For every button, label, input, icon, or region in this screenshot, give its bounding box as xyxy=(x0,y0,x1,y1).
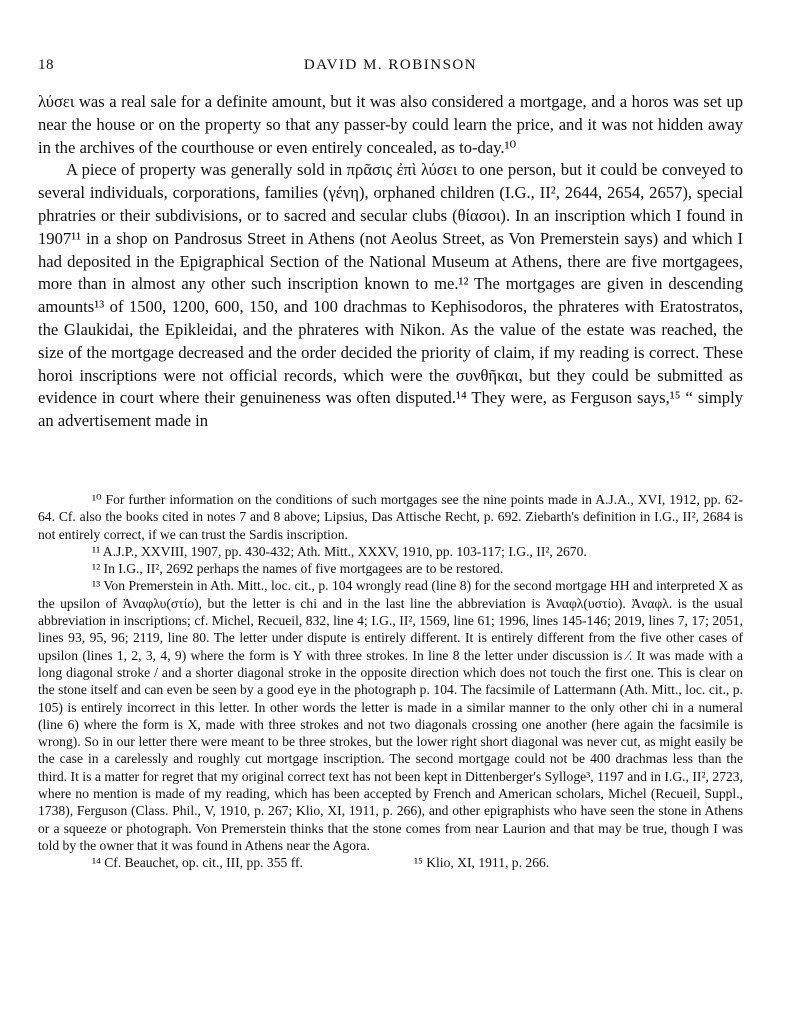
footnote-10: ¹⁰ For further information on the conditions of such mortgages see the nine points made in A.J.A., XVI, 1912, pp. 62-64. Cf. also the books cited in notes 7 and 8 above; Lipsius, Das Attische Recht, p. 692. Ziebarth's definition in I.G., II², 2684 is not entirely correct, if we can trust the Sardis inscription. xyxy=(38,492,743,542)
page-number: 18 xyxy=(38,57,54,73)
footnote-last-line xyxy=(38,854,743,872)
footnote-14: ¹⁴ Cf. Beauchet, op. cit., III, pp. 355 ff. xyxy=(92,855,303,871)
footnotes xyxy=(38,491,743,872)
paragraph-1: λύσει was a real sale for a definite amount, but it was also considered a mortgage, and a horos was set up near the house or on the property so that any passer-by could learn the price, and it was not hidden away in the archives of the courthouse or even entirely concealed, as to-day.¹⁰ xyxy=(38,92,743,157)
main-text xyxy=(38,91,743,433)
paragraph-2: A piece of property was generally sold in πρᾶσις ἐπὶ λύσει to one person, but it could be conveyed to several individuals, corporations, families (γένη), orphaned children (I.G., II², 2644, 2654, 2657), special phratries or their subdivisions, or to sacred and secular clubs (θίασοι). In an inscription which I found in 1907¹¹ in a shop on Pandrosus Street in Athens (not Aeolus Street, as Von Premerstein says) and which I had deposited in the Epigraphical Section of the National Museum at Athens, there are five mortgagees, more than in almost any other such inscription known to me.¹² The mortgages are given in descending amounts¹³ of 1500, 1200, 600, 150, and 100 drachmas to Kephisodoros, the phrateres with Eratostratos, the Glaukidai, the Epikleidai, and the phrateres with Nikon. As the value of the estate was reached, the size of the mortgage decreased and the order decided the priority of claim, if my reading is correct. These horoi inscriptions were not official records, which were the συνθῆκαι, but they could be submitted as evidence in court where their genuineness was often disputed.¹⁴ They were, as Ferguson says,¹⁵ “ simply an advertisement made in xyxy=(38,160,743,431)
page-header xyxy=(38,57,743,79)
footnote-12: ¹² In I.G., II², 2692 perhaps the names of five mortgagees are to be restored. xyxy=(92,561,504,577)
running-title: DAVID M. ROBINSON xyxy=(303,57,478,73)
footnote-15: ¹⁵ Klio, XI, 1911, p. 266. xyxy=(414,855,550,871)
footnote-11: ¹¹ A.J.P., XXVIII, 1907, pp. 430-432; Ath. Mitt., XXXV, 1910, pp. 103-117; I.G., II², 2670. xyxy=(92,543,587,559)
footnote-13: ¹³ Von Premerstein in Ath. Mitt., loc. cit., p. 104 wrongly read (line 8) for the second mortgage HH and interpreted X as the upsilon of Ἀναφλυ(στίο), but the letter is chi and in the last line the abbreviation is Ἀναφλ(υστίο). Ἀναφλ. is the usual abbreviation in inscriptions; cf. Michel, Recueil, 832, line 4; I.G., II², 1569, line 61; 1996, lines 145-146; 2019, lines 7, 17; 2051, lines 93, 95, 96; 2119, line 80. The letter under dispute is entirely different. It is entirely different from the five other cases of upsilon (lines 1, 2, 3, 4, 9) where the form is Y with three strokes. In line 8 the letter under discussion is ⁄. It was made with a long diagonal stroke / and a shorter diagonal stroke in the opposite direction which does not touch the first one. This is clear on the stone itself and can even be seen by a good eye in the photograph p. 104. The facsimile of Lattermann (Ath. Mitt., loc. cit., p. 105) is entirely incorrect in this letter. In other words the letter is made in a similar manner to the only other chi in a numeral (line 6) where the form is X, made with three strokes and not two diagonals crossing one another (here again the facsimile is wrong). So in our letter there were meant to be three strokes, but the lower right short diagonal was never cut, as might easily be the case in a carelessly and roughly cut mortgage inscription. The second mortgage could not be 400 drachmas less than the third. It is a matter for regret that my original correct text has not been kept in Dittenberger's Sylloge³, 1197 and in I.G., II², 2723, where no mention is made of my reading, which has been accepted by French and American scholars, Michel (Recueil, Suppl., 1738), Ferguson (Class. Phil., V, 1910, p. 267; Klio, XI, 1911, p. 266), and other epigraphists who have seen the stone in Athens or a squeeze or photograph. Von Premerstein thinks that the stone comes from near Laurion and that may be true, though I was told by the owner that it was found in Athens near the Agora. xyxy=(38,578,743,853)
